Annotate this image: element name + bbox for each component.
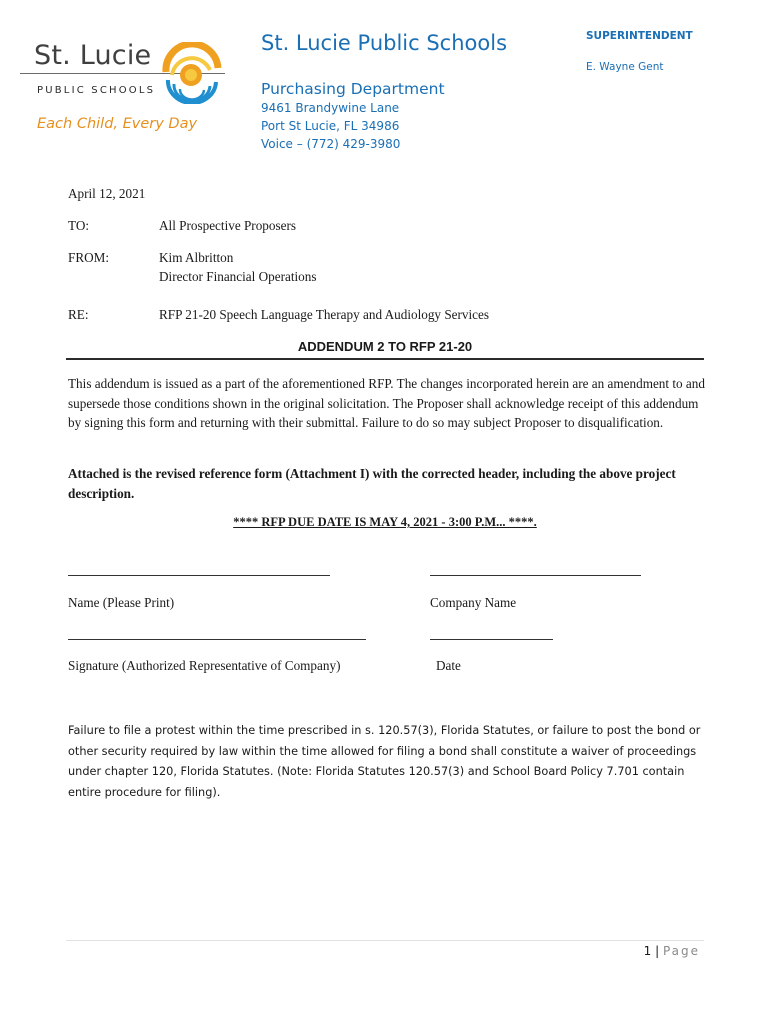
from-label: FROM: bbox=[68, 250, 110, 265]
name-label: Name (Please Print) bbox=[68, 595, 175, 610]
to-value: All Prospective Proposers bbox=[159, 218, 296, 233]
logo-subtitle: PUBLIC SCHOOLS bbox=[37, 85, 156, 96]
sun-emblem-icon bbox=[158, 42, 228, 104]
signature-line bbox=[68, 639, 366, 640]
addendum-paragraph: This addendum is issued as a part of the aforementioned RFP. The changes incorporated herein are an amendment to and supersede those conditions shown in the original solicitation. The Proposer shall acknowledge receipt of this addendum by signing this form and returning with their submittal. Failure to do so may subject Proposer to disqualification. bbox=[68, 376, 705, 430]
signature-label: Signature (Authorized Representative of Company) bbox=[68, 658, 341, 673]
org-name: St. Lucie Public Schools bbox=[261, 31, 508, 55]
address-line-1: 9461 Brandywine Lane bbox=[261, 101, 400, 115]
company-label: Company Name bbox=[430, 595, 517, 610]
page-footer bbox=[644, 944, 700, 958]
footer-divider bbox=[66, 940, 704, 941]
page-word: Page bbox=[662, 944, 700, 958]
from-title: Director Financial Operations bbox=[159, 269, 317, 284]
re-label: RE: bbox=[68, 307, 89, 322]
name-signature-line bbox=[68, 575, 330, 576]
to-label: TO: bbox=[68, 218, 90, 233]
page-number: 1 bbox=[643, 944, 652, 958]
superintendent-title: SUPERINTENDENT bbox=[586, 30, 693, 42]
logo-tagline: Each Child, Every Day bbox=[37, 116, 198, 132]
address-line-2: Port St Lucie, FL 34986 bbox=[261, 119, 400, 133]
re-value: RFP 21-20 Speech Language Therapy and Audiology Services bbox=[159, 307, 489, 322]
protest-notice: Failure to file a protest within the time prescribed in s. 120.57(3), Florida Statutes, or failure to post the bond or other security required by law within the time allowed for filing a bond shall constitute a waiver of proceedings under chapter 120, Florida Statutes. (Note: Florida Statutes 120.57(3) and School Board Policy 7.701 contain entire procedure for filing). bbox=[68, 724, 701, 799]
from-name: Kim Albritton bbox=[159, 250, 234, 265]
logo-name: St. Lucie bbox=[34, 40, 152, 71]
memo-date: April 12, 2021 bbox=[68, 186, 146, 201]
superintendent-name: E. Wayne Gent bbox=[586, 61, 664, 73]
department-name: Purchasing Department bbox=[261, 80, 445, 98]
addendum-title: ADDENDUM 2 TO RFP 21-20 bbox=[297, 339, 473, 354]
company-signature-line bbox=[430, 575, 641, 576]
date-label: Date bbox=[436, 658, 461, 673]
date-line bbox=[430, 639, 553, 640]
phone-number: Voice – (772) 429-3980 bbox=[261, 137, 401, 151]
title-divider bbox=[66, 358, 704, 360]
footer-separator: | bbox=[655, 944, 660, 958]
attachment-note: Attached is the revised reference form (Attachment I) with the corrected header, including the above project description. bbox=[68, 466, 676, 501]
due-date-notice: **** RFP DUE DATE IS MAY 4, 2021 - 3:00 P.M... ****. bbox=[233, 515, 537, 529]
